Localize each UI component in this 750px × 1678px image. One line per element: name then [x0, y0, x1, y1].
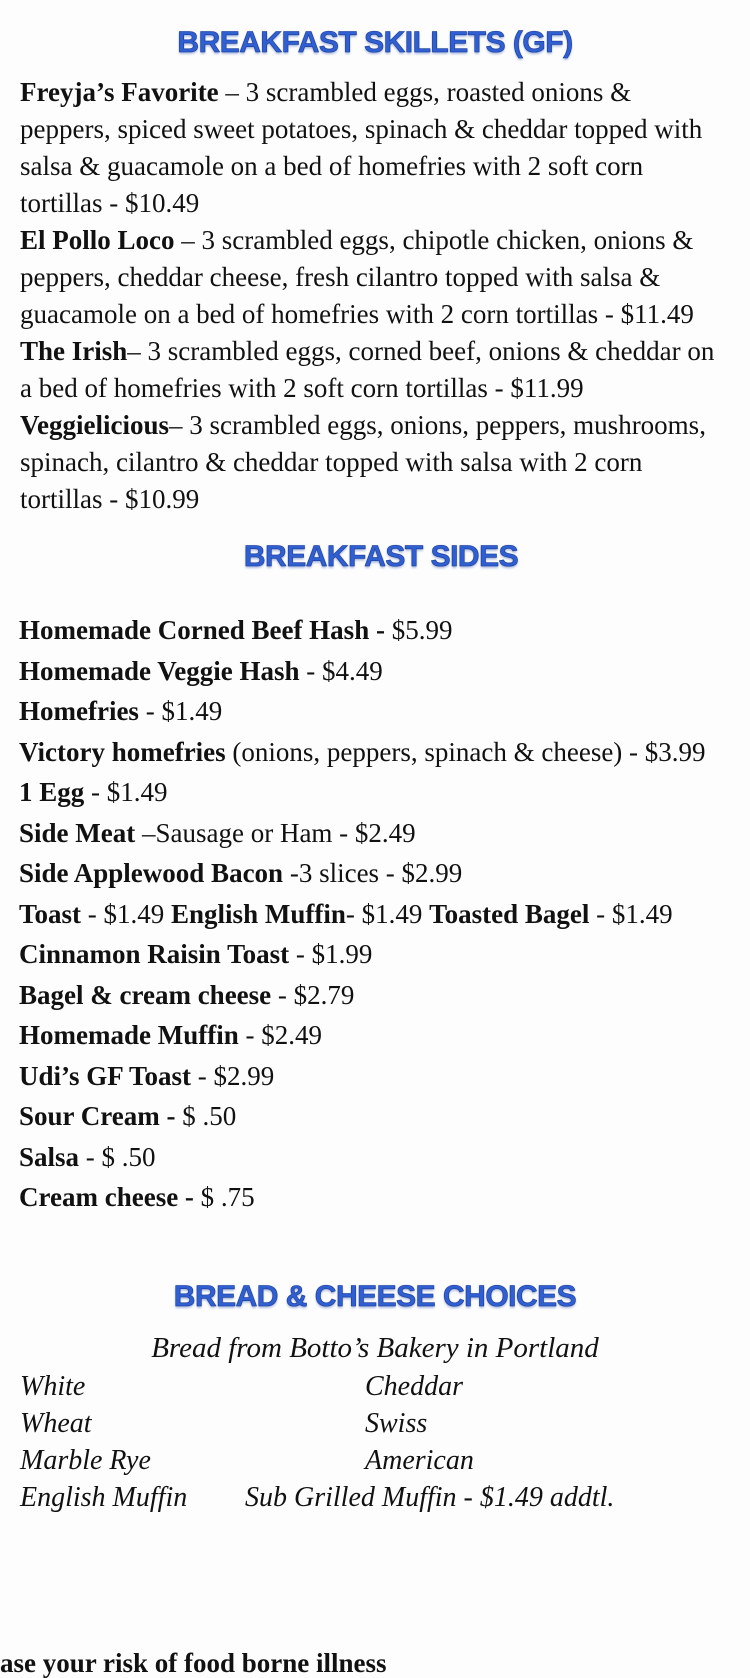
- side-item: [19, 651, 719, 692]
- choice-row: [20, 1368, 730, 1405]
- toast-line: [19, 894, 719, 975]
- side-price: -3 slices - $2.99: [283, 858, 463, 888]
- side-price: (onions, peppers, spinach & cheese) - $3.99: [225, 736, 706, 767]
- skillet-item: [20, 333, 720, 407]
- side-item: [19, 691, 719, 732]
- bread-choice: English Muffin: [20, 1481, 188, 1513]
- toast-name: Toast: [19, 898, 82, 929]
- side-item: [19, 772, 719, 813]
- bread-cheese-grid: [20, 1368, 730, 1516]
- side-price: - $ .50: [79, 1141, 156, 1172]
- english-muffin-name: English Muffin: [171, 898, 346, 929]
- cheese-choice: Swiss: [365, 1407, 428, 1439]
- side-price: - $4.49: [299, 655, 383, 686]
- side-price: - $1.49: [138, 696, 223, 726]
- skillet-desc: – 3 scrambled eggs, roasted onions & peppers, spiced sweet potatoes, spinach & cheddar topped with salsa & guacamole on a bed of homefries with 2 soft corn tortillas - $10.49: [20, 77, 703, 218]
- toasted-bagel-price: - $1.49: [589, 898, 673, 929]
- english-muffin-price: - $1.49: [345, 898, 430, 929]
- cinnamon-toast-price: - $1.99: [289, 939, 373, 969]
- choice-row: [20, 1405, 730, 1442]
- skillet-desc: – 3 scrambled eggs, onions, peppers, mushrooms, spinach, cilantro & cheddar topped with salsa with 2 corn tortillas - $10.99: [20, 410, 706, 514]
- cheese-choice: Cheddar: [365, 1370, 463, 1402]
- skillet-name: The Irish: [20, 336, 128, 366]
- side-name: Bagel & cream cheese: [19, 979, 272, 1010]
- sides-heading: BREAKFAST SIDES: [243, 540, 519, 573]
- cinnamon-toast-name: Cinnamon Raisin Toast: [19, 939, 290, 969]
- side-name: Homefries: [19, 696, 139, 726]
- side-name: Homemade Muffin: [19, 1020, 239, 1050]
- side-price: - $2.49: [238, 1020, 322, 1050]
- side-price: $ .75: [193, 1182, 255, 1212]
- cheese-choice: American: [365, 1444, 474, 1476]
- side-item: [19, 1137, 719, 1178]
- bread-choice: Marble Rye: [20, 1444, 151, 1476]
- sub-grilled-muffin-note: Sub Grilled Muffin - $1.49 addtl.: [245, 1481, 615, 1513]
- side-name: Homemade Corned Beef Hash -: [19, 615, 385, 645]
- side-item: [19, 1056, 719, 1097]
- skillets-heading: BREAKFAST SKILLETS (GF): [177, 26, 573, 59]
- side-name: Side Meat: [19, 817, 136, 848]
- skillet-name: El Pollo Loco: [20, 225, 175, 255]
- side-price: - $2.79: [271, 979, 355, 1010]
- side-name: Cream cheese -: [19, 1182, 194, 1212]
- skillet-item: [20, 74, 720, 222]
- side-item: [19, 1177, 719, 1218]
- skillet-item: [20, 222, 720, 333]
- side-item: [19, 610, 719, 651]
- side-item: [19, 975, 719, 1016]
- bread-choice: White: [20, 1370, 86, 1402]
- bread-heading: BREAD & CHEESE CHOICES: [173, 1279, 577, 1313]
- side-item: [19, 732, 719, 773]
- sides-list: [19, 610, 719, 1218]
- side-price: –Sausage or Ham - $2.49: [135, 817, 416, 848]
- side-price: $5.99: [384, 615, 453, 645]
- footer-warning-cutoff: ase your risk of food borne illness: [0, 1648, 387, 1678]
- side-price: - $1.49: [84, 777, 168, 807]
- skillet-item: [20, 407, 720, 518]
- skillet-name: Veggielicious: [20, 410, 170, 440]
- toasted-bagel-name: Toasted Bagel: [429, 898, 590, 929]
- bread-subtitle: Bread from Botto’s Bakery in Portland: [151, 1331, 599, 1364]
- side-name: Salsa: [19, 1141, 80, 1172]
- skillet-name: Freyja’s Favorite: [20, 77, 219, 107]
- side-item: [19, 1096, 719, 1137]
- side-name: Sour Cream -: [19, 1101, 176, 1131]
- bread-choice: Wheat: [20, 1407, 92, 1439]
- skillet-desc: – 3 scrambled eggs, corned beef, onions & cheddar on a bed of homefries with 2 soft corn tortillas - $11.99: [20, 336, 715, 403]
- choice-row: [20, 1442, 730, 1479]
- side-name: Homemade Veggie Hash: [19, 655, 300, 686]
- side-item: [19, 853, 719, 894]
- side-name: Side Applewood Bacon: [19, 858, 284, 888]
- side-item: [19, 1015, 719, 1056]
- side-price: $ .50: [175, 1101, 237, 1131]
- skillet-desc: – 3 scrambled eggs, chipotle chicken, onions & peppers, cheddar cheese, fresh cilantro topped with salsa & guacamole on a bed of homefries with 2 corn tortillas - $11.49: [20, 225, 694, 329]
- side-item: [19, 813, 719, 854]
- side-name: Udi’s GF Toast: [19, 1060, 192, 1091]
- choice-row: [20, 1479, 730, 1516]
- side-name: 1 Egg: [19, 777, 85, 807]
- toast-price: - $1.49: [81, 898, 172, 929]
- skillets-list: [20, 74, 720, 518]
- side-price: - $2.99: [191, 1060, 275, 1091]
- side-name: Victory homefries: [19, 736, 226, 767]
